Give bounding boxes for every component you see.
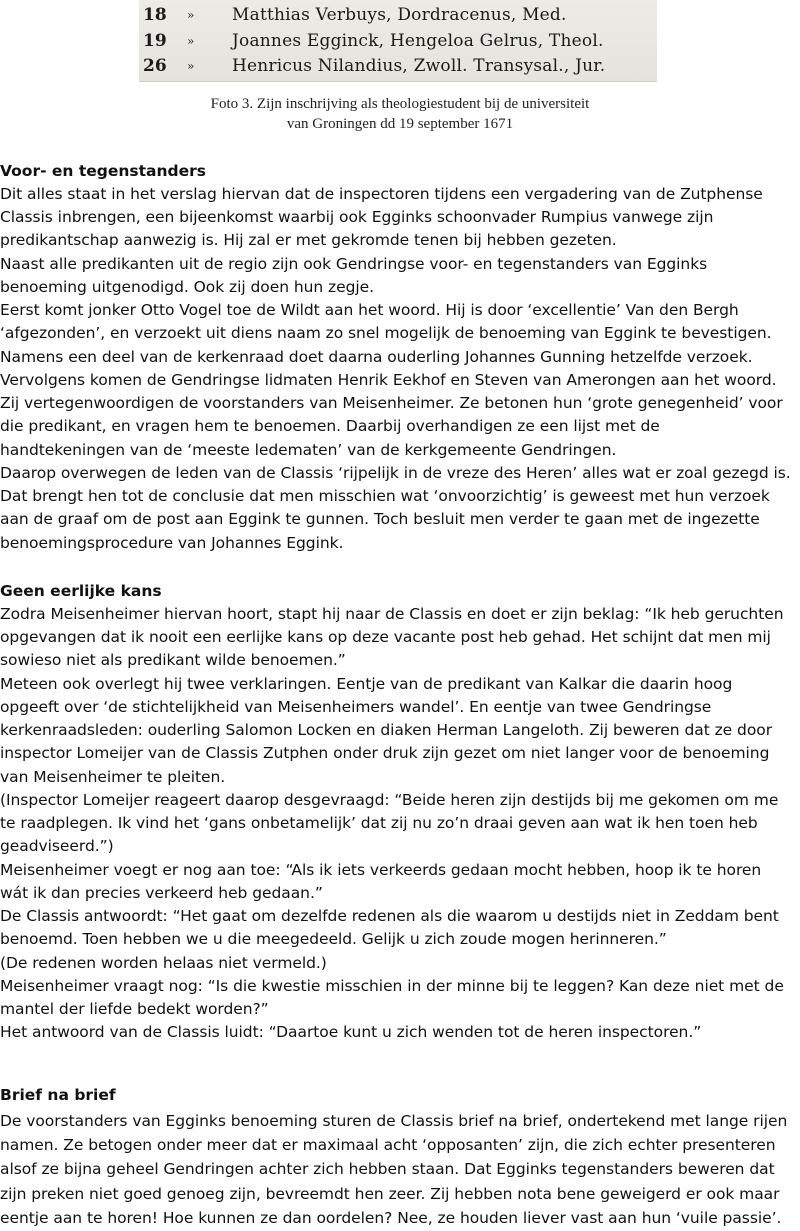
paragraph-line: zijn preken niet goed genoeg zijn, bevreemdt hen zeer. Zij hebben nota bene geweigerd er ook maar xyxy=(0,1185,780,1203)
register-row-mark: » xyxy=(187,8,195,22)
paragraph-line: aan de graaf om de post aan Eggink te gunnen. Toch besluit men verder te gaan met de ingezette xyxy=(0,510,760,528)
photo-caption xyxy=(0,94,800,134)
paragraph-line: alsof ze bijna geheel Gendringen achter zich hebben staan. Dat Egginks tegenstanders beweren dat xyxy=(0,1160,775,1178)
paragraph-line: namen. Ze betogen onder meer dat er maximaal acht ‘opposanten’ zijn, die zich echter presenteren xyxy=(0,1136,776,1154)
paragraph-line: opgeeft over ‘de stichtelijkheid van Meisenheimers wandel’. En eentje van twee Gendringse xyxy=(0,698,712,716)
paragraph-line: Eerst komt jonker Otto Vogel toe de Wildt aan het woord. Hij is door ‘excellentie’ Van den Bergh xyxy=(0,301,739,319)
register-row-number: 19 xyxy=(143,31,167,51)
paragraph-line: Zodra Meisenheimer hiervan hoort, stapt hij naar de Classis en doet er zijn beklag: “Ik heb geruchten xyxy=(0,605,784,623)
register-row xyxy=(139,29,657,53)
register-row xyxy=(139,54,657,78)
paragraph-line: eentje aan te horen! Hoe kunnen ze dan oordelen? Nee, ze houden liever vast aan hun ‘vuile passie’. xyxy=(0,1209,782,1227)
paragraph-line: predikantschap aanwezig is. Hij zal er met gekromde tenen bij hebben gezeten. xyxy=(0,231,617,249)
paragraph-line: inspector Lomeijer van de Classis Zutphen onder druk zijn gezet om niet langer voor de benoeming xyxy=(0,744,770,762)
caption-line: Foto 3. Zijn inschrijving als theologiestudent bij de universiteit xyxy=(210,96,590,112)
paragraph-line: De voorstanders van Egginks benoeming sturen de Classis brief na brief, ondertekend met lange rijen xyxy=(0,1112,788,1130)
register-row-mark: » xyxy=(187,59,195,73)
paragraph-line: (Inspector Lomeijer reageert daarop desgevraagd: “Beide heren zijn destijds bij me gekomen om me xyxy=(0,791,779,809)
paragraph-line: Meteen ook overlegt hij twee verklaringen. Eentje van de predikant van Kalkar die daarin hoog xyxy=(0,675,733,693)
register-row-number: 26 xyxy=(143,56,167,76)
register-row-number: 18 xyxy=(143,5,167,25)
paragraph-line: Daarop overwegen de leden van de Classis ‘rijpelijk in de vreze des Heren’ alles wat er zoal gezegd is. xyxy=(0,464,791,482)
paragraph-line: kerkenraadsleden: ouderling Salomon Locken en diaken Herman Langeloth. Zij beweren dat ze door xyxy=(0,721,773,739)
paragraph-line: die predikant, en vragen hem te benoemen. Daarbij overhandigen ze een lijst met de xyxy=(0,417,660,435)
paragraph-line: sowieso niet als predikant wilde benoemen.” xyxy=(0,651,346,669)
paragraph-line: Namens een deel van de kerkenraad doet daarna ouderling Johannes Gunning hetzelfde verzoek. xyxy=(0,348,753,366)
paragraph-line: Het antwoord van de Classis luidt: “Daartoe kunt u zich wenden tot de heren inspectoren.” xyxy=(0,1023,702,1041)
paragraph-line: wát ik dan precies verkeerd heb gedaan.” xyxy=(0,884,323,902)
paragraph-line: opgevangen dat ik nooit een eerlijke kans op deze vacante post heb gehad. Het schijnt dat men mij xyxy=(0,628,771,646)
register-row-text: Matthias Verbuys, Dordracenus, Med. xyxy=(232,5,567,25)
paragraph-line: mantel der liefde bedekt worden?” xyxy=(0,1000,269,1018)
register-row-text: Joannes Egginck, Hengeloa Gelrus, Theol. xyxy=(232,31,604,51)
section-heading-brief-na-brief: Brief na brief xyxy=(0,1086,116,1104)
paragraph-line: benoemingsprocedure van Johannes Eggink. xyxy=(0,534,344,552)
caption-line: van Groningen dd 19 september 1671 xyxy=(286,116,514,132)
paragraph-line: Dat brengt hen tot de conclusie dat men misschien wat ‘onvoorzichtig’ is geweest met hun verzoek xyxy=(0,487,770,505)
paragraph-line: Classis inbrengen, een bijeenkomst waarbij ook Egginks schoonvader Rumpius vanwege zijn xyxy=(0,208,714,226)
paragraph-line: De Classis antwoordt: “Het gaat om dezelfde redenen als die waarom u destijds niet in Zeddam bent xyxy=(0,907,779,925)
paragraph-line: ‘afgezonden’, en verzoekt uit diens naam zo snel mogelijk de benoeming van Eggink te bevestigen. xyxy=(0,324,772,342)
register-row-mark: » xyxy=(187,34,195,48)
paragraph-line: Vervolgens komen de Gendringse lidmaten Henrik Eekhof en Steven van Amerongen aan het woord. xyxy=(0,371,777,389)
paragraph-line: benoeming uitgenodigd. Ook zij doen hun zegje. xyxy=(0,278,375,296)
paragraph-line: Meisenheimer vraagt nog: “Is die kwestie misschien in der minne bij te leggen? Kan deze niet met de xyxy=(0,977,784,995)
paragraph-line: te raadplegen. Ik vind het ‘gans onbetamelijk’ dat zij nu zo’n draai geven aan wat ik hen toen heb xyxy=(0,814,758,832)
section-heading-voor-tegenstanders: Voor- en tegenstanders xyxy=(0,162,207,180)
register-row xyxy=(139,3,657,27)
register-row-text: Henricus Nilandius, Zwoll. Transysal., Jur. xyxy=(232,56,606,76)
paragraph-line: van Meisenheimer te pleiten. xyxy=(0,768,226,786)
register-scan-image xyxy=(139,0,657,82)
paragraph-line: geadviseerd.”) xyxy=(0,837,114,855)
paragraph-line: Naast alle predikanten uit de regio zijn ook Gendringse voor- en tegenstanders van Egginks xyxy=(0,255,708,273)
paragraph-line: handtekeningen van de ‘meeste ledematen’ van de kerkgemeente Gendringen. xyxy=(0,441,617,459)
paragraph-line: benoemd. Toen hebben we u die meegedeeld. Gelijk u zich zoude mogen herinneren.” xyxy=(0,930,667,948)
paragraph-line: Zij vertegenwoordigen de voorstanders van Meisenheimer. Ze betonen hun ‘grote genegenheid’ voor xyxy=(0,394,783,412)
paragraph-line: Dit alles staat in het verslag hiervan dat de inspectoren tijdens een vergadering van de Zutphense xyxy=(0,185,763,203)
paragraph-line: (De redenen worden helaas niet vermeld.) xyxy=(0,954,327,972)
paragraph-line: Meisenheimer voegt er nog aan toe: “Als ik iets verkeerds gedaan mocht hebben, hoop ik te horen xyxy=(0,861,762,879)
section-heading-geen-eerlijke-kans: Geen eerlijke kans xyxy=(0,582,162,600)
